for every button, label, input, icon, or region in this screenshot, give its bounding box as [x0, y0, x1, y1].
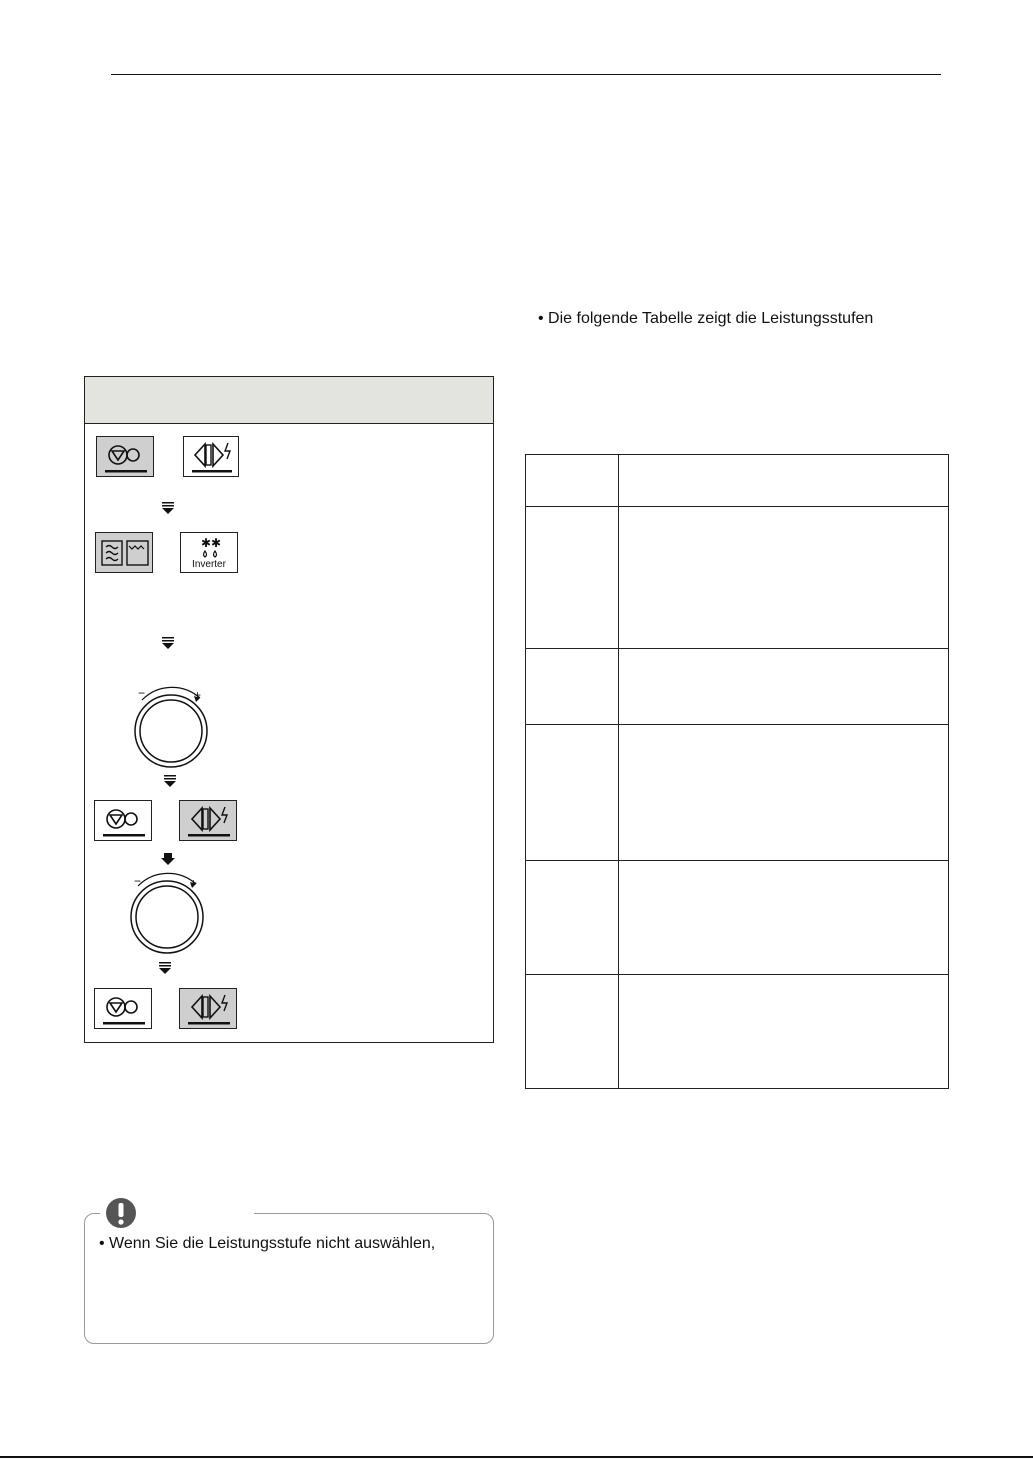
step-arrow-1	[160, 502, 176, 516]
microwave-mode-button[interactable]	[95, 532, 153, 573]
note-text: • Wenn Sie die Leistungsstufe nicht auswählen,	[99, 1235, 436, 1252]
procedure-box-header	[85, 377, 493, 424]
footer-rule	[0, 1456, 1033, 1458]
dial-plus-label: +	[194, 688, 202, 702]
stop-clear-button-step6[interactable]	[94, 988, 152, 1029]
start-quick-button[interactable]	[183, 436, 239, 477]
exclamation-icon	[105, 1197, 137, 1229]
start-quick-button-step4[interactable]	[179, 800, 237, 841]
stop-clear-button[interactable]	[96, 436, 154, 477]
table-row-divider	[526, 974, 948, 975]
step-arrow-4	[160, 853, 176, 867]
inverter-label: Inverter	[192, 559, 226, 570]
dial-minus-label: −	[138, 686, 146, 700]
time-dial-minus-label: −	[134, 874, 142, 888]
stop-clear-button-step4[interactable]	[94, 800, 152, 841]
step-arrow-5	[157, 962, 173, 976]
svg-text:✱✱: ✱✱	[201, 536, 222, 550]
step-arrow-2	[160, 637, 176, 651]
time-dial-plus-label: +	[190, 876, 198, 890]
power-level-table	[525, 454, 949, 1089]
table-row-divider	[526, 506, 948, 507]
inverter-defrost-button[interactable]	[180, 532, 238, 573]
table-row-divider	[526, 724, 948, 725]
table-row-divider	[526, 860, 948, 861]
table-row-divider	[526, 648, 948, 649]
start-quick-button-step6[interactable]	[179, 988, 237, 1029]
note-box	[84, 1213, 494, 1344]
table-column-divider	[618, 455, 619, 1088]
step-arrow-3	[162, 775, 178, 789]
header-rule	[111, 74, 941, 75]
power-level-intro: • Die folgende Tabelle zeigt die Leistungsstufen	[538, 310, 874, 327]
